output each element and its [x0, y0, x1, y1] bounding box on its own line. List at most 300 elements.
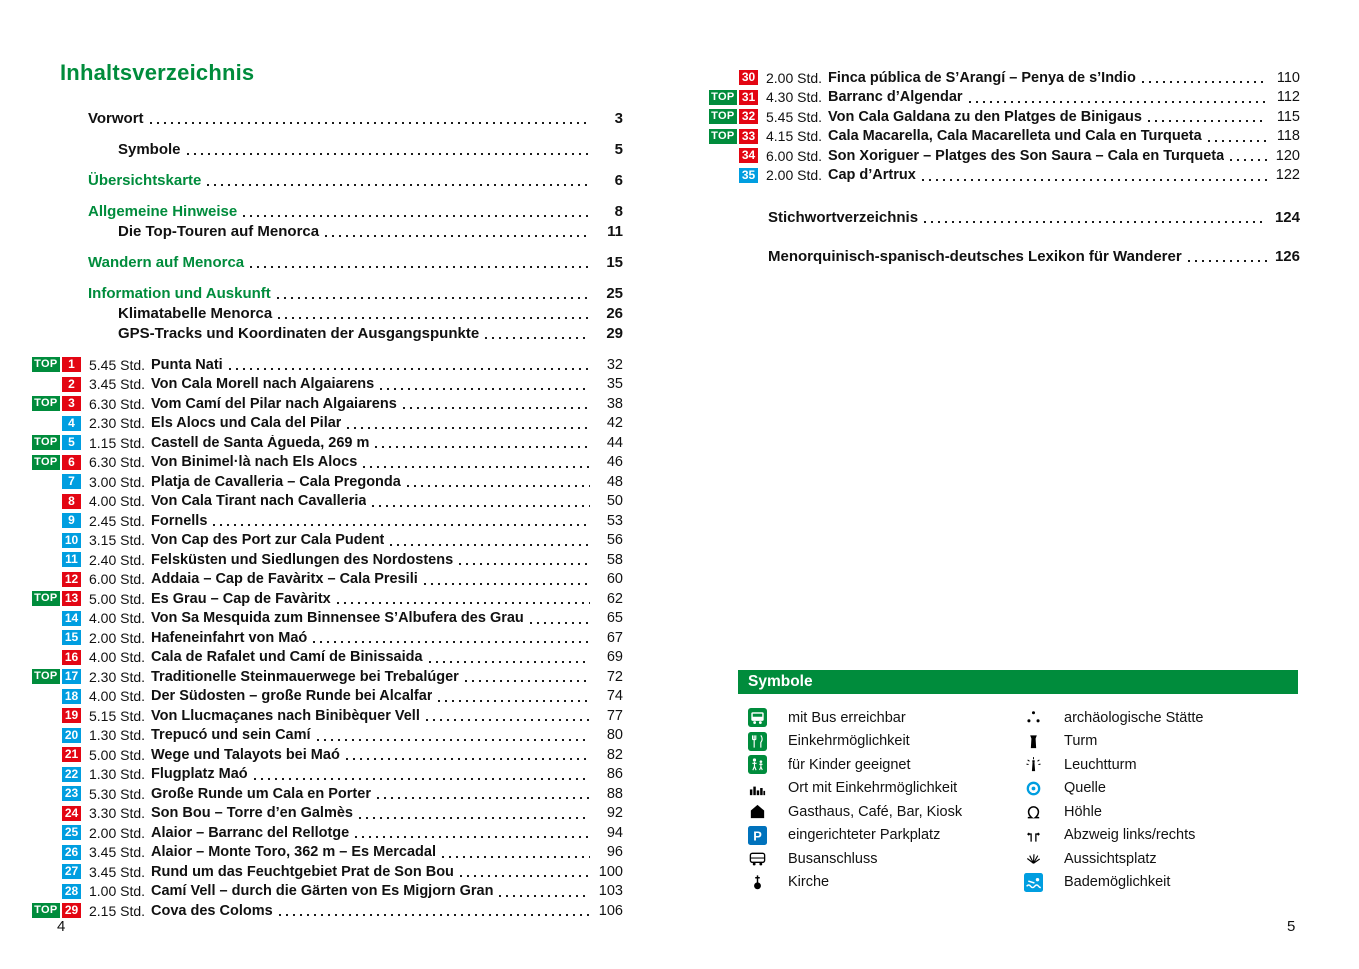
tour-title: Felsküsten und Siedlungen des Nordostens [151, 551, 454, 568]
tour-page: 115 [1276, 108, 1300, 125]
tour-page: 80 [606, 727, 623, 744]
tour-number-badge: 35 [739, 168, 758, 183]
tour-duration: 2.00 Std. [89, 824, 146, 841]
tour-badges [33, 494, 81, 509]
dot-leader [313, 632, 590, 643]
toc-entry-page: 3 [614, 109, 623, 127]
tour-badges [710, 70, 758, 85]
tour-duration: 4.00 Std. [89, 688, 146, 705]
tour-title: Cala de Rafalet und Camí de Binissaida [151, 649, 423, 666]
tour-title: Traditionelle Steinmauerwege bei Trebalúger [151, 668, 459, 685]
svg-text:P: P [752, 828, 762, 844]
symbol-legend-row [742, 730, 1018, 754]
page-right [710, 60, 1300, 891]
symbol-label: Quelle [1064, 780, 1106, 797]
page-left [33, 60, 623, 921]
tour-title: Cala Macarella, Cala Macarelleta und Cala en Turqueta [828, 128, 1202, 145]
dot-leader [403, 398, 590, 409]
tour-duration: 2.00 Std. [766, 167, 823, 184]
tour-badges [710, 129, 758, 144]
symbol-label: Höhle [1064, 803, 1102, 820]
tour-title: Addaia – Cap de Favàritx – Cala Presili [151, 571, 418, 588]
cave-icon [1018, 802, 1048, 821]
tour-title: Es Grau – Cap de Favàritx [151, 590, 331, 607]
tour-duration: 5.30 Std. [89, 785, 146, 802]
top-badge: TOP [32, 669, 60, 684]
page-number-right: 5 [1287, 918, 1296, 935]
tour-page: 103 [598, 883, 623, 900]
tour-number-badge: 31 [739, 90, 758, 105]
tour-number-badge: 14 [62, 611, 81, 626]
dot-leader [530, 613, 590, 624]
tour-entry [33, 511, 623, 531]
tour-number-badge: 11 [62, 552, 81, 567]
tour-badges [33, 728, 81, 743]
tour-entry [710, 166, 1300, 186]
tour-entry [33, 531, 623, 551]
tour-duration: 5.45 Std. [766, 108, 823, 125]
toc-entry-page: 29 [606, 324, 623, 342]
tour-entry [33, 843, 623, 863]
tour-page: 120 [1275, 147, 1300, 164]
toc-entry-label: Die Top-Touren auf Menorca [118, 222, 320, 240]
tour-duration: 1.15 Std. [89, 434, 146, 451]
tour-page: 60 [606, 571, 623, 588]
symbol-legend-row [742, 824, 1018, 848]
dot-leader [254, 769, 590, 780]
tour-badges [710, 168, 758, 183]
tour-page: 42 [606, 415, 623, 432]
tour-title: Finca pública de S’Arangí – Penya de s’Indio [828, 69, 1136, 86]
tour-badges [33, 884, 81, 899]
tour-entry [33, 609, 623, 629]
tour-entry [33, 550, 623, 570]
tour-duration: 6.30 Std. [89, 395, 146, 412]
tour-page: 72 [606, 668, 623, 685]
symbol-legend-row [1018, 777, 1294, 801]
tour-page: 88 [606, 785, 623, 802]
tour-duration: 3.30 Std. [89, 805, 146, 822]
dot-leader [407, 476, 590, 487]
symbols-legend-box [738, 670, 1298, 898]
tour-badges [710, 109, 758, 124]
tour-title: Cap d’Artrux [828, 167, 916, 184]
symbol-label: archäologische Stätte [1064, 709, 1204, 726]
symbol-label: Aussichtsplatz [1064, 850, 1157, 867]
tour-entry [33, 414, 623, 434]
tour-page: 92 [606, 805, 623, 822]
dot-leader [969, 92, 1267, 103]
dot-leader [278, 308, 590, 319]
tour-badges [33, 572, 81, 587]
dot-leader [426, 710, 590, 721]
dot-leader [363, 457, 590, 468]
bus-icon [742, 708, 772, 727]
dot-leader [346, 749, 590, 760]
symbol-label: Ort mit Einkehrmöglichkeit [788, 780, 958, 797]
tour-title: Castell de Santa Àgueda, 269 m [151, 434, 370, 451]
tour-page: 53 [606, 512, 623, 529]
tour-page: 100 [598, 863, 623, 880]
viewpoint-icon [1018, 849, 1048, 868]
tour-badges [33, 806, 81, 821]
tour-title: Els Alocs und Cala del Pilar [151, 415, 342, 432]
toc-entry-page: 126 [1274, 247, 1300, 265]
dot-leader [424, 574, 590, 585]
toc-entry-label: Wandern auf Menorca [88, 253, 245, 271]
tour-badges [33, 552, 81, 567]
tour-list-left [33, 355, 623, 921]
house-icon [742, 802, 772, 821]
dot-leader [279, 905, 590, 916]
dot-leader [355, 827, 590, 838]
tour-number-badge: 32 [739, 109, 758, 124]
tour-badges [33, 533, 81, 548]
tour-entry [33, 589, 623, 609]
tour-number-badge: 28 [62, 884, 81, 899]
tour-duration: 6.00 Std. [89, 571, 146, 588]
tour-badges [33, 591, 81, 606]
top-badge: TOP [709, 129, 737, 144]
tour-number-badge: 24 [62, 806, 81, 821]
tour-duration: 2.45 Std. [89, 512, 146, 529]
dot-leader [499, 886, 590, 897]
tour-number-badge: 13 [62, 591, 81, 606]
top-badge: TOP [32, 903, 60, 918]
tour-page: 32 [606, 356, 623, 373]
tour-page: 46 [606, 454, 623, 471]
tour-number-badge: 20 [62, 728, 81, 743]
tour-title: Alaior – Barranc del Rellotge [151, 824, 350, 841]
top-badge: TOP [32, 455, 60, 470]
tour-number-badge: 15 [62, 630, 81, 645]
symbol-legend-row [742, 777, 1018, 801]
tour-number-badge: 18 [62, 689, 81, 704]
tour-entry [33, 472, 623, 492]
tour-title: Camí Vell – durch die Gärten von Es Migjorn Gran [151, 883, 494, 900]
toc-entry-label: Klimatabelle Menorca [118, 304, 273, 322]
tour-duration: 2.30 Std. [89, 668, 146, 685]
tour-title: Son Xoriguer – Platges des Son Saura – Cala en Turqueta [828, 147, 1225, 164]
symbol-legend-row [1018, 800, 1294, 824]
tour-title: Von Llucmaçanes nach Binibèquer Vell [151, 707, 420, 724]
tour-duration: 2.40 Std. [89, 551, 146, 568]
junction-icon [1018, 826, 1048, 845]
tour-number-badge: 10 [62, 533, 81, 548]
tour-number-badge: 29 [62, 903, 81, 918]
tour-title: Alaior – Monte Toro, 362 m – Es Mercadal [151, 844, 436, 861]
tour-list-right [710, 68, 1300, 185]
tour-entry [33, 355, 623, 375]
toc-entry-page: 11 [607, 222, 623, 240]
symbol-legend-row [742, 871, 1018, 895]
tour-entry [33, 726, 623, 746]
tour-entry [33, 570, 623, 590]
tour-entry [33, 745, 623, 765]
dot-leader [390, 535, 590, 546]
tour-duration: 4.15 Std. [766, 128, 823, 145]
toc-entry [88, 283, 623, 303]
toc-entry-label: Übersichtskarte [88, 171, 202, 189]
symbol-label: Abzweig links/rechts [1064, 827, 1196, 844]
dot-leader [460, 866, 590, 877]
top-badge: TOP [709, 109, 737, 124]
tour-number-badge: 1 [62, 357, 81, 372]
tour-duration: 2.15 Std. [89, 902, 146, 919]
tour-page: 94 [606, 824, 623, 841]
symbol-label: Bademöglichkeit [1064, 874, 1171, 891]
tour-page: 106 [598, 902, 623, 919]
symbol-label: mit Bus erreichbar [788, 709, 906, 726]
front-matter-list [88, 108, 623, 343]
tour-page: 65 [606, 610, 623, 627]
tour-entry [33, 433, 623, 453]
tour-entry [33, 628, 623, 648]
dot-leader [277, 288, 590, 299]
toc-entry-page: 5 [614, 140, 623, 158]
dot-leader [459, 554, 590, 565]
tour-number-badge: 23 [62, 786, 81, 801]
tour-badges [710, 90, 758, 105]
tour-badges [33, 786, 81, 801]
tour-badges [33, 611, 81, 626]
tour-entry [710, 127, 1300, 147]
tour-number-badge: 8 [62, 494, 81, 509]
top-badge: TOP [32, 435, 60, 450]
symbol-legend-row [1018, 824, 1294, 848]
tour-duration: 5.00 Std. [89, 746, 146, 763]
tour-number-badge: 17 [62, 669, 81, 684]
dot-leader [372, 496, 590, 507]
archaeological-site-icon [1018, 708, 1048, 727]
tour-page: 35 [606, 376, 623, 393]
tour-duration: 2.00 Std. [766, 69, 823, 86]
tour-badges [33, 474, 81, 489]
symbol-label: Gasthaus, Café, Bar, Kiosk [788, 803, 963, 820]
tour-title: Von Cala Morell nach Algaiarens [151, 376, 375, 393]
toc-entry-label: Allgemeine Hinweise [88, 202, 238, 220]
tour-entry [710, 146, 1300, 166]
index-entry [768, 207, 1300, 227]
tour-page: 62 [606, 590, 623, 607]
tour-entry [33, 882, 623, 902]
tour-duration: 6.30 Std. [89, 454, 146, 471]
tour-number-badge: 21 [62, 747, 81, 762]
tour-entry [33, 687, 623, 707]
tour-duration: 5.15 Std. [89, 707, 146, 724]
dot-leader [922, 170, 1267, 181]
symbol-legend-row [1018, 706, 1294, 730]
tour-title: Platja de Cavalleria – Cala Pregonda [151, 473, 401, 490]
tour-number-badge: 3 [62, 396, 81, 411]
tour-badges [33, 825, 81, 840]
tour-duration: 5.00 Std. [89, 590, 146, 607]
symbols-column-left [742, 706, 1018, 894]
tour-page: 96 [606, 844, 623, 861]
tour-page: 74 [606, 688, 623, 705]
bus-plain-icon [742, 849, 772, 868]
tour-duration: 3.45 Std. [89, 376, 146, 393]
tour-page: 112 [1276, 89, 1300, 106]
dot-leader [347, 418, 590, 429]
dot-leader [359, 808, 590, 819]
tour-badges [33, 903, 81, 918]
toc-entry [88, 201, 623, 221]
top-badge: TOP [32, 591, 60, 606]
tour-page: 44 [606, 434, 623, 451]
tour-badges [33, 708, 81, 723]
tour-badges [33, 513, 81, 528]
tour-badges [33, 630, 81, 645]
toc-entry [88, 252, 623, 272]
tour-entry [710, 107, 1300, 127]
tour-badges [33, 377, 81, 392]
symbol-label: Turm [1064, 733, 1098, 750]
tour-title: Rund um das Feuchtgebiet Prat de Son Bou [151, 863, 454, 880]
dot-leader [187, 144, 590, 155]
toc-entry-label: Stichwortverzeichnis [768, 208, 919, 226]
lighthouse-icon [1018, 755, 1048, 774]
tour-badges [33, 845, 81, 860]
tour-number-badge: 33 [739, 129, 758, 144]
tour-entry [33, 667, 623, 687]
dot-leader [243, 206, 590, 217]
tour-title: Fornells [151, 512, 208, 529]
dot-leader [1148, 111, 1267, 122]
dot-leader [337, 593, 590, 604]
children-icon [742, 755, 772, 774]
symbol-legend-row [1018, 753, 1294, 777]
tour-entry [33, 823, 623, 843]
tour-duration: 1.30 Std. [89, 766, 146, 783]
tour-number-badge: 30 [739, 70, 758, 85]
tour-number-badge: 4 [62, 416, 81, 431]
toc-entry-label: GPS-Tracks und Koordinaten der Ausgangspunkte [118, 324, 480, 342]
tour-entry [33, 648, 623, 668]
symbol-label: Einkehrmöglichkeit [788, 733, 910, 750]
symbol-legend-row [742, 706, 1018, 730]
symbol-label: Busanschluss [788, 850, 878, 867]
tour-badges [33, 435, 81, 450]
top-badge: TOP [709, 90, 737, 105]
symbol-legend-row [1018, 847, 1294, 871]
toc-entry-label: Symbole [118, 140, 181, 158]
tour-title: Von Cala Galdana zu den Platges de Binigaus [828, 108, 1142, 125]
tour-entry [33, 804, 623, 824]
top-badge: TOP [32, 396, 60, 411]
tour-title: Wege und Talayots bei Maó [151, 746, 340, 763]
tour-duration: 4.00 Std. [89, 649, 146, 666]
parking-icon [742, 826, 772, 845]
tour-entry [33, 375, 623, 395]
tower-icon [1018, 732, 1048, 751]
dot-leader [207, 175, 590, 186]
tour-entry [33, 706, 623, 726]
tour-number-badge: 16 [62, 650, 81, 665]
dot-leader [465, 671, 590, 682]
dot-leader [1208, 131, 1267, 142]
tour-page: 86 [606, 766, 623, 783]
toc-entry-label: Menorquinisch-spanisch-deutsches Lexikon für Wanderer [768, 247, 1182, 265]
dot-leader [375, 437, 590, 448]
tour-page: 122 [1275, 167, 1300, 184]
toc-entry-page: 124 [1274, 208, 1300, 226]
symbol-legend-row [742, 800, 1018, 824]
toc-entry-page: 6 [614, 171, 623, 189]
tour-number-badge: 12 [62, 572, 81, 587]
dot-leader [924, 212, 1267, 223]
tour-entry [33, 492, 623, 512]
toc-entry [88, 170, 623, 190]
toc-entry-page: 8 [614, 202, 623, 220]
tour-page: 110 [1276, 69, 1300, 86]
dot-leader [325, 226, 590, 237]
toc-entry [88, 323, 623, 343]
tour-duration: 3.15 Std. [89, 532, 146, 549]
tour-title: Hafeneinfahrt von Maó [151, 629, 308, 646]
tour-page: 118 [1276, 128, 1300, 145]
dot-leader [150, 113, 590, 124]
tour-number-badge: 27 [62, 864, 81, 879]
dot-leader [1230, 150, 1267, 161]
symbol-label: Leuchtturm [1064, 756, 1137, 773]
dot-leader [317, 730, 590, 741]
dot-leader [1188, 251, 1267, 262]
tour-number-badge: 9 [62, 513, 81, 528]
tour-title: Son Bou – Torre d’en Galmès [151, 805, 353, 822]
tour-badges [33, 864, 81, 879]
tour-title: Cova des Coloms [151, 902, 273, 919]
toc-entry [88, 108, 623, 128]
tour-entry [33, 901, 623, 921]
church-icon [742, 873, 772, 892]
tour-entry [710, 68, 1300, 88]
toc-entry [88, 221, 623, 241]
tour-number-badge: 22 [62, 767, 81, 782]
symbols-legend-title: Symbole [738, 670, 1298, 694]
tour-badges [33, 357, 81, 372]
tour-number-badge: 25 [62, 825, 81, 840]
symbol-legend-row [742, 847, 1018, 871]
tour-badges [710, 148, 758, 163]
tour-entry [33, 765, 623, 785]
tour-badges [33, 689, 81, 704]
tour-title: Der Südosten – große Runde bei Alcalfar [151, 688, 433, 705]
tour-number-badge: 6 [62, 455, 81, 470]
tour-title: Trepucó und sein Camí [151, 727, 311, 744]
tour-badges [33, 747, 81, 762]
tour-duration: 4.00 Std. [89, 610, 146, 627]
tour-page: 67 [606, 629, 623, 646]
tour-title: Von Cala Tirant nach Cavalleria [151, 493, 367, 510]
symbols-legend-body [738, 694, 1298, 898]
toc-entry-label: Vorwort [88, 109, 144, 127]
tour-duration: 3.00 Std. [89, 473, 146, 490]
toc-entry-page: 15 [606, 253, 623, 271]
tour-entry [33, 394, 623, 414]
tour-title: Von Sa Mesquida zum Binnensee S’Albufera des Grau [151, 610, 524, 627]
tour-number-badge: 7 [62, 474, 81, 489]
symbol-legend-row [1018, 871, 1294, 895]
page-number-left: 4 [57, 918, 66, 935]
tour-badges [33, 455, 81, 470]
tour-badges [33, 650, 81, 665]
dot-leader [442, 847, 590, 858]
tour-number-badge: 26 [62, 845, 81, 860]
tour-badges [33, 396, 81, 411]
tour-entry [710, 88, 1300, 108]
tour-duration: 1.00 Std. [89, 883, 146, 900]
